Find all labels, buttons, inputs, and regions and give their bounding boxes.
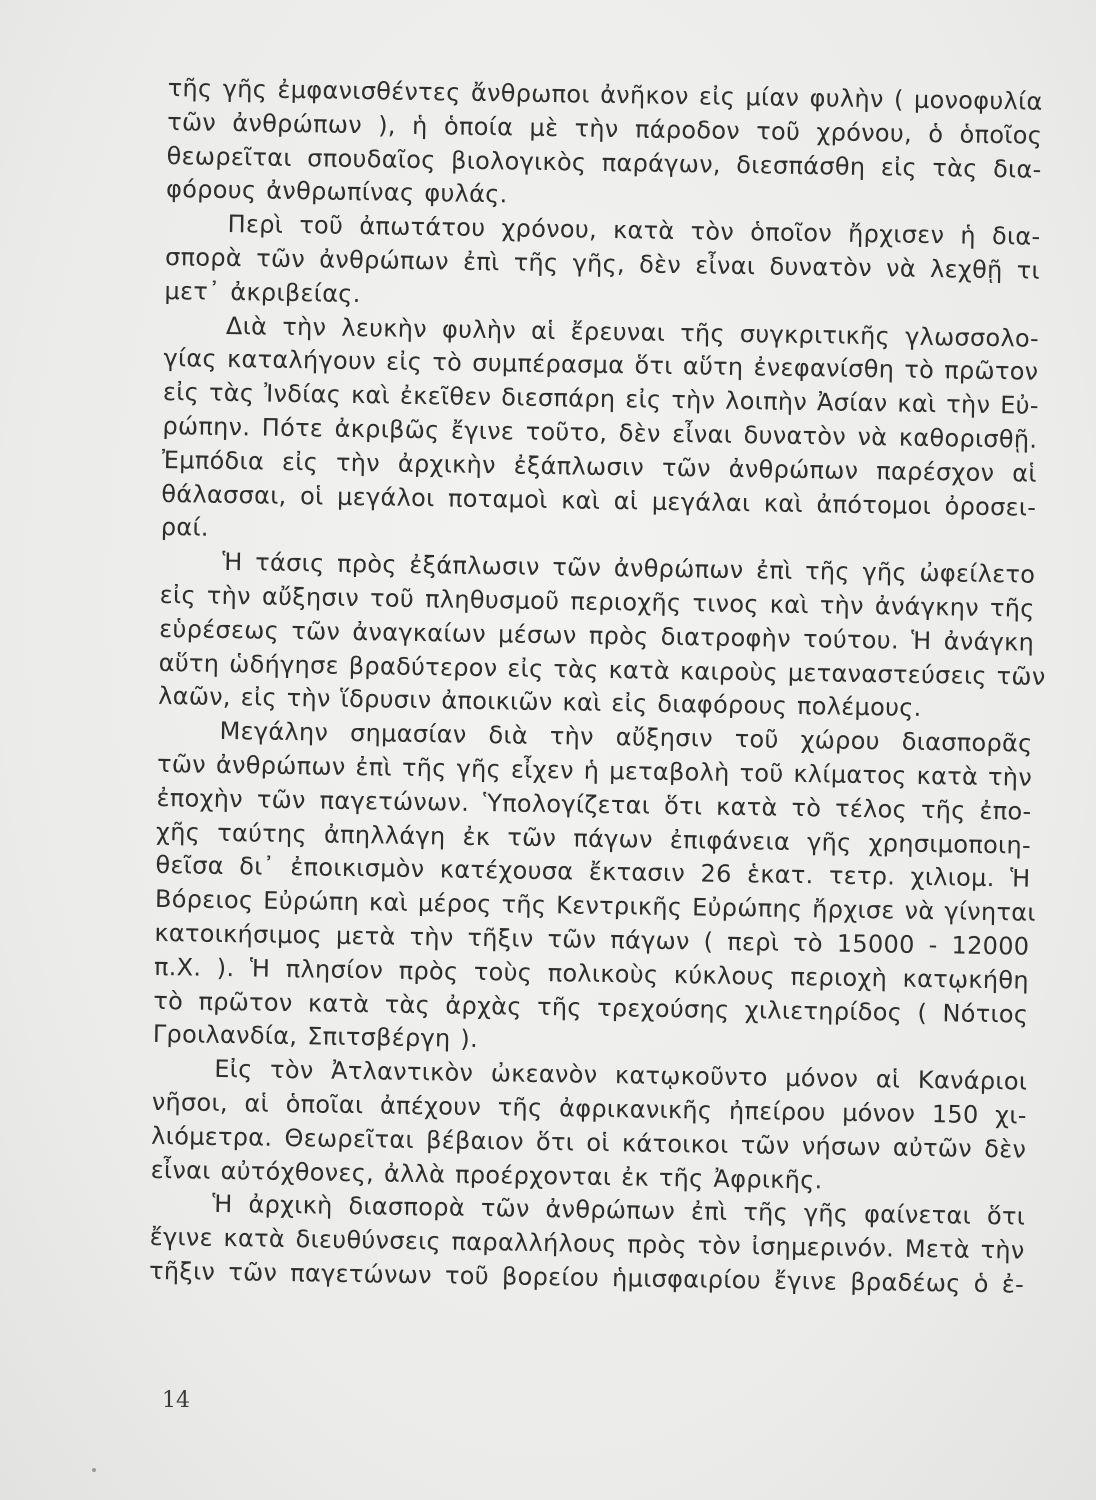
text-line: φόρους ἀνθρωπίνας φυλάς. (165, 175, 508, 209)
text-line: λαῶν, εἰς τὴν ἵδρυσιν ἀποικιῶν καὶ εἰς διαφόρους πολέμους. (157, 682, 922, 723)
text-line: νῆσοι, αἱ ὁποῖαι ἀπέχουν τῆς ἀφρικανικῆς ἠπείρου μόνον 150 χι- (151, 1087, 1027, 1130)
text-line: π.Χ. ). Ἡ πλησίον πρὸς τοὺς πολικοὺς κύκλους περιοχὴ κατῳκήθη (153, 952, 1030, 995)
text-line: Εἰς τὸν Ἀτλαντικὸν ὠκεανὸν κατῳκοῦντο μόνον αἱ Κανάριοι (214, 1054, 1028, 1096)
page-number: 14 (162, 1388, 190, 1413)
text-line: ραί. (160, 513, 210, 543)
text-line: θάλασσαι, οἱ μεγάλοι ποταμοὶ καὶ αἱ μεγάλαι καὶ ἀπότομοι ὀροσει- (161, 479, 1037, 522)
text-line: ἔγινε κατὰ διευθύνσεις παραλλήλους πρὸς τὸν ἰσημερινόν. Μετὰ τὴν (149, 1222, 1025, 1265)
text-line: λιόμετρα. Θεωρεῖται βέβαιον ὅτι οἱ κάτοικοι τῶν νήσων αὐτῶν δὲν (151, 1121, 1027, 1164)
text-line: θεωρεῖται σπουδαῖος βιολογικὸς παράγων, διεσπάσθη εἰς τὰς δια- (166, 141, 1042, 184)
text-line: αὕτη ὡδήγησε βραδύτερον εἰς τὰς κατὰ καιροὺς μεταναστεύσεις τῶν (158, 648, 1046, 691)
text-line: εἶναι αὐτόχθονες, ἀλλὰ προέρχονται ἐκ τῆς Ἀφρικῆς. (150, 1155, 823, 1194)
text-line: ρώπην. Πότε ἀκριβῶς ἔγινε τοῦτο, δὲν εἶναι δυνατὸν νὰ καθορισθῇ. (162, 411, 1038, 454)
text-line: τῶν ἀνθρώπων ), ἡ ὁποία μὲ τὴν πάροδον τοῦ χρόνου, ὁ ὁποῖος (166, 107, 1043, 150)
text-line: Ἡ τάσις πρὸς ἐξάπλωσιν τῶν ἀνθρώπων ἐπὶ τῆς γῆς ὠφείλετο (222, 548, 1036, 589)
page-speck (92, 1468, 96, 1472)
text-line: μετ᾽ ἀκριβείας. (164, 276, 361, 308)
text-line: Ἐμπόδια εἰς τὴν ἀρχικὴν ἐξάπλωσιν τῶν ἀνθρώπων παρέσχον αἱ (161, 445, 1038, 488)
text-line: Γροιλανδία, Σπιτσβέργη ). (152, 1020, 479, 1054)
text-line: τῶν ἀνθρώπων ἐπὶ τῆς γῆς εἶχεν ἡ μεταβολὴ τοῦ κλίματος κατὰ τὴν (156, 749, 1033, 792)
text-line: κατοικήσιμος μετὰ τὴν τῆξιν τῶν πάγων ( περὶ τὸ 15000 - 12000 (154, 918, 1030, 961)
text-line: Ἡ ἀρχικὴ διασπορὰ τῶν ἀνθρώπων ἐπὶ τῆς γῆς φαίνεται ὅτι (212, 1190, 1026, 1231)
text-line: Διὰ τὴν λευκὴν φυλὴν αἱ ἔρευναι τῆς συγκριτικῆς γλωσσολο- (225, 311, 1040, 353)
text-line: Περὶ τοῦ ἀπωτάτου χρόνου, κατὰ τὸν ὁποῖον ἤρχισεν ἡ δια- (227, 210, 1041, 251)
text-line: γίας καταλήγουν εἰς τὸ συμπέρασμα ὅτι αὕτη ἐνεφανίσθη τὸ πρῶτον (163, 344, 1039, 387)
text-line: τὸ πρῶτον κατὰ τὰς ἀρχὰς τῆς τρεχούσης χιλιετηρίδος ( Νότιος (153, 986, 1029, 1029)
text-line: τῆξιν τῶν παγετώνων τοῦ βορείου ἡμισφαιρίου ἔγινε βραδέως ὁ ἐ- (148, 1256, 1025, 1299)
text-line: σπορὰ τῶν ἀνθρώπων ἐπὶ τῆς γῆς, δὲν εἶναι δυνατὸν νὰ λεχθῇ τι (164, 242, 1041, 285)
text-line: Βόρειος Εὐρώπη καὶ μέρος τῆς Κεντρικῆς Εὐρώπης ἤρχισε νὰ γίνηται (154, 885, 1037, 927)
text-line: τῆς γῆς ἐμφανισθέντες ἄνθρωποι ἀνῆκον εἰς μίαν φυλὴν ( μονοφυλία (167, 73, 1043, 116)
body-text (148, 72, 1046, 1302)
text-line: Μεγάλην σημασίαν διὰ τὴν αὔξησιν τοῦ χώρου διασπορᾶς (219, 717, 1033, 758)
text-line: εἰς τὰς Ἰνδίας καὶ ἐκεῖθεν διεσπάρη εἰς τὴν λοιπὴν Ἀσίαν καὶ τὴν Εὐ- (162, 378, 1040, 420)
text-line: χῆς ταύτης ἀπηλλάγη ἐκ τῶν πάγων ἐπιφάνεια γῆς χρησιμοποιη- (155, 817, 1032, 860)
text-line: ἐποχὴν τῶν παγετώνων. Ὑπολογίζεται ὅτι κατὰ τὸ τέλος τῆς ἐπο- (156, 783, 1032, 826)
text-line: εἰς τὴν αὔξησιν τοῦ πληθυσμοῦ περιοχῆς τινος καὶ τὴν ἀνάγκην τῆς (159, 580, 1035, 623)
text-line: εὑρέσεως τῶν ἀναγκαίων μέσων πρὸς διατροφὴν τούτου. Ἡ ἀνάγκη (159, 614, 1035, 657)
text-line: θεῖσα δι᾽ ἐποικισμὸν κατέχουσα ἔκτασιν 26 ἑκατ. τετρ. χιλιομ. Ἡ (155, 851, 1031, 893)
